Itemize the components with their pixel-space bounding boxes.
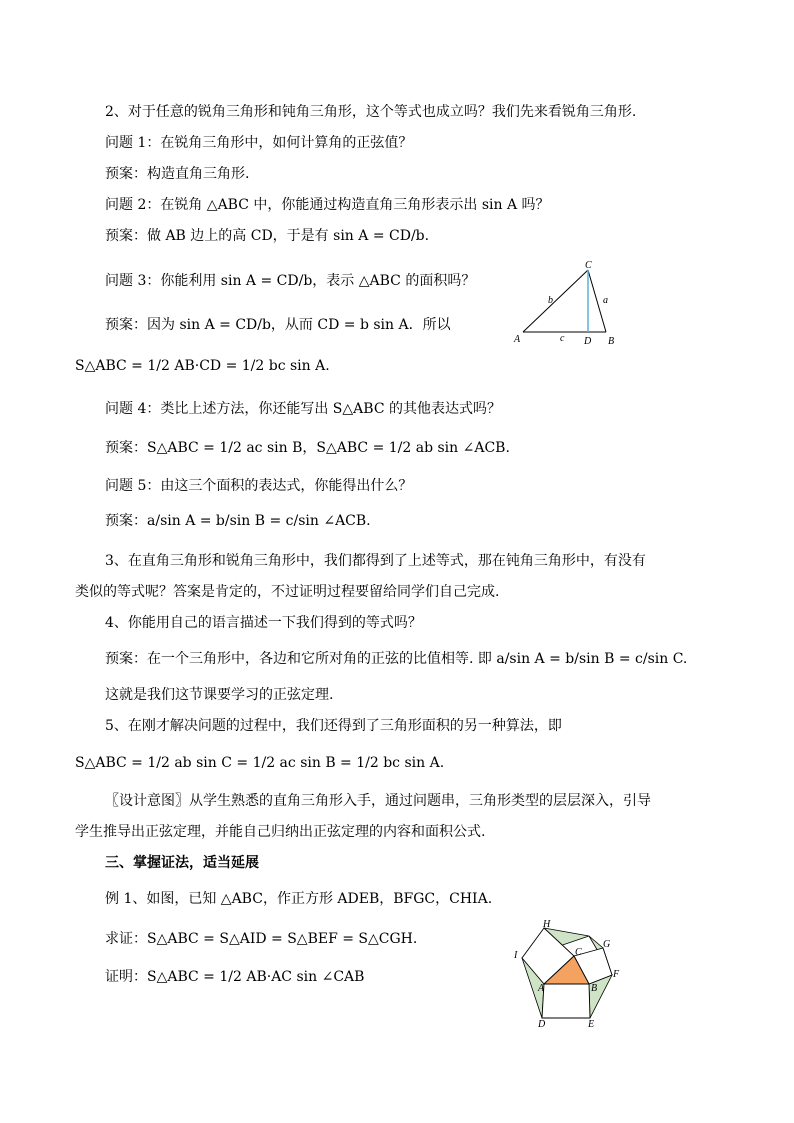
answer-4: 预案：S△ABC = 1/2 ac sin B，S△ABC = 1/2 ab sin ∠ACB.: [105, 440, 510, 456]
label-F: F: [613, 969, 620, 980]
squares-figure: [510, 918, 635, 1033]
answer-3: 预案：因为 sin A = CD/b，从而 CD = b sin A．所以: [105, 317, 451, 333]
question-2: 问题 2：在锐角 △ABC 中，你能通过构造直角三角形表示出 sin A 吗？: [105, 197, 550, 213]
label-B2: B: [591, 983, 598, 994]
label-G: G: [603, 939, 611, 950]
paragraph-5a: 5、在刚才解决问题的过程中，我们还得到了三角形面积的另一种算法，即: [105, 718, 562, 734]
question-5: 问题 5：由这三个面积的表达式，你能得出什么？: [105, 478, 413, 494]
design-intent-a: 〖设计意图〗从学生熟悉的直角三角形入手，通过问题串，三角形类型的层层深入，引导: [105, 793, 651, 809]
label-B: B: [608, 336, 615, 347]
paragraph-3a: 3、在直角三角形和锐角三角形中，我们都得到了上述等式，那在钝角三角形中，有没有: [105, 553, 646, 569]
label-E: E: [588, 1019, 595, 1030]
label-D: D: [584, 336, 592, 347]
label-a: a: [603, 295, 608, 306]
section-heading: 三、掌握证法，适当延展: [105, 855, 259, 871]
label-b: b: [548, 295, 553, 306]
triangle-figure: [510, 258, 620, 348]
paragraph-4b: 这就是我们这节课要学习的正弦定理.: [105, 687, 334, 703]
label-A: A: [514, 334, 521, 345]
paragraph-4: 4、你能用自己的语言描述一下我们得到的等式吗？: [105, 615, 422, 631]
side-b: [523, 270, 588, 332]
design-intent-b: 学生推导出正弦定理，并能自己归纳出正弦定理的内容和面积公式.: [75, 824, 486, 840]
answer-6: 预案：在一个三角形中，各边和它所对角的正弦的比值相等. 即 a/sin A = b/sin B = c/sin C.: [105, 651, 688, 667]
label-A2: A: [538, 983, 545, 994]
area-formula: S△ABC = 1/2 AB·CD = 1/2 bc sin A.: [75, 358, 330, 374]
question-4: 问题 4：类比上述方法，你还能写出 S△ABC 的其他表达式吗？: [105, 401, 501, 417]
paragraph-3b: 类似的等式呢？答案是肯定的，不过证明过程要留给同学们自己完成.: [75, 584, 500, 600]
label-c: c: [560, 333, 565, 344]
example-1: 例 1、如图，已知 △ABC，作正方形 ADEB，BFGC，CHIA.: [105, 891, 493, 907]
answer-2: 预案：做 AB 边上的高 CD，于是有 sin A = CD/b.: [105, 228, 430, 244]
paragraph-2: 2、对于任意的锐角三角形和钝角三角形，这个等式也成立吗？我们先来看锐角三角形.: [105, 104, 637, 120]
label-C: C: [585, 260, 592, 271]
to-prove: 求证：S△ABC = S△AID = S△BEF = S△CGH.: [105, 931, 418, 947]
square-adeb: [542, 984, 590, 1018]
label-H: H: [543, 919, 551, 930]
question-3: 问题 3：你能利用 sin A = CD/b，表示 △ABC 的面积吗？: [105, 273, 476, 289]
question-1: 问题 1：在锐角三角形中，如何计算角的正弦值？: [105, 135, 413, 151]
label-D2: D: [538, 1019, 546, 1030]
paragraph-5b: S△ABC = 1/2 ab sin C = 1/2 ac sin B = 1/2 bc sin A.: [75, 755, 445, 771]
answer-5: 预案：a/sin A = b/sin B = c/sin ∠ACB.: [105, 513, 371, 529]
proof: 证明：S△ABC = 1/2 AB·AC sin ∠CAB: [105, 969, 365, 985]
label-I: I: [514, 950, 518, 961]
answer-1: 预案：构造直角三角形.: [105, 166, 250, 182]
label-C2: C: [575, 947, 582, 958]
